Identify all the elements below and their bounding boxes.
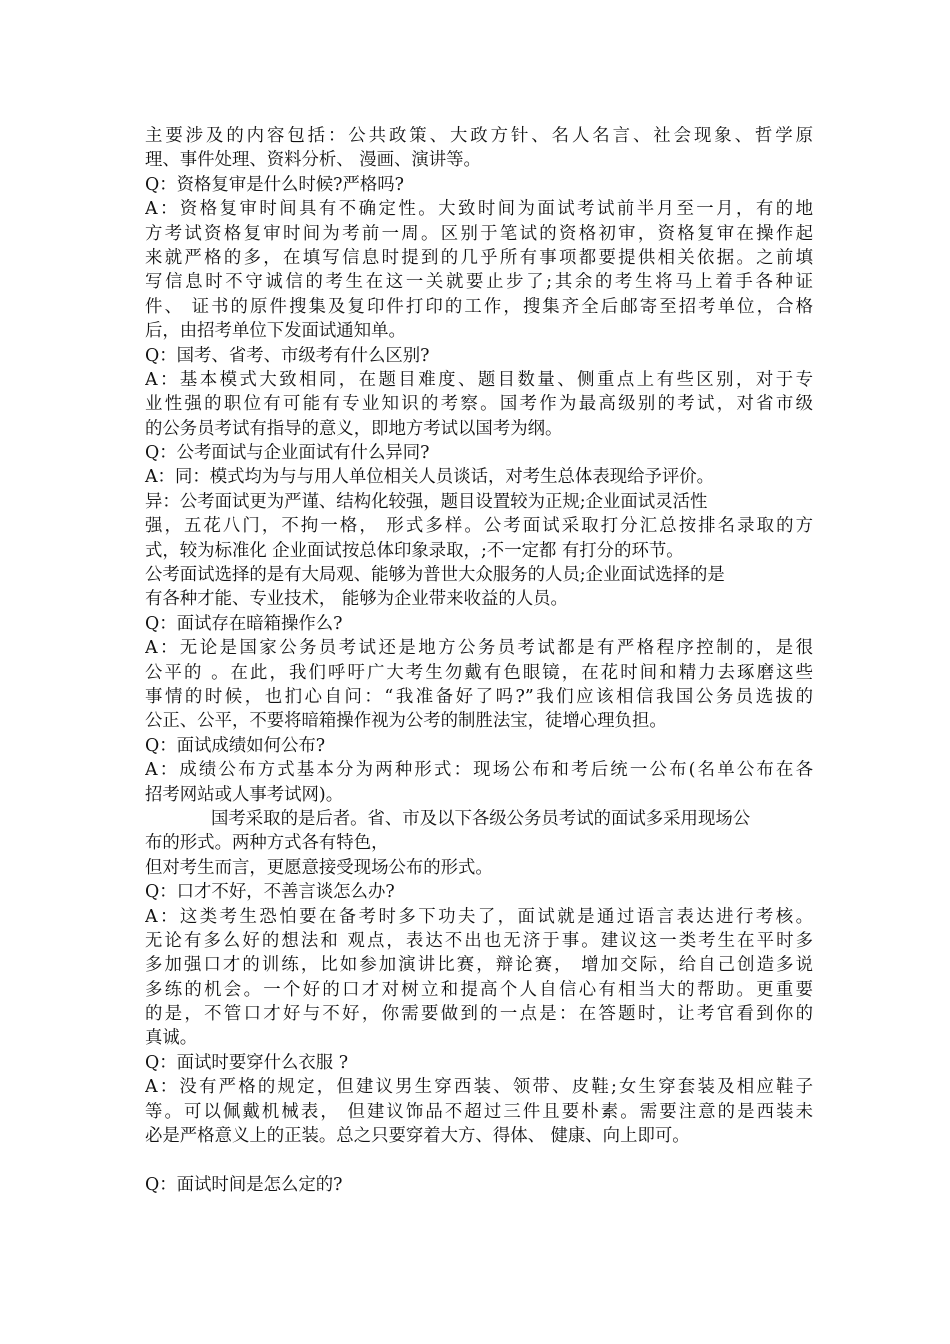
text-line: 多加强口才的训练，比如参加演讲比赛，辩论赛， 增加交际，给自己创造多说 xyxy=(145,955,813,976)
text-line: Q：面试时要穿什么衣服 ? xyxy=(145,1052,349,1073)
text-line: 国考采取的是后者。省、市及以下各级公务员考试的面试多采用现场公 xyxy=(211,808,751,829)
text-line: 必是严格意义上的正装。总之只要穿着大方、得体、 健康、向上即可。 xyxy=(145,1126,690,1147)
text-line: 布的形式。两种方式各有特色， xyxy=(145,833,389,854)
text-line: 理、事件处理、资料分析、 漫画、演讲等。 xyxy=(145,150,481,171)
text-line: Q：资格复审是什么时候?严格吗? xyxy=(145,174,404,195)
text-line: 强，五花八门，不拘一格， 形式多样。公考面试采取打分汇总按排名录取的方 xyxy=(145,516,813,537)
text-line: A：这类考生恐怕要在备考时多下功夫了，面试就是通过语言表达进行考核。 xyxy=(145,906,813,927)
text-line: 的是，不管口才好与不好，你需要做到的一点是：在答题时，让考官看到你的 xyxy=(145,1004,813,1025)
text-line: Q：面试存在暗箱操作么? xyxy=(145,613,343,634)
text-line: Q：面试成绩如何公布? xyxy=(145,735,326,756)
text-line: 主要涉及的内容包括：公共政策、大政方针、名人名言、社会现象、哲学原 xyxy=(145,126,813,146)
text-line: 无论有多么好的想法和 观点，表达不出也无济于事。建议这一类考生在平时多 xyxy=(145,930,813,951)
text-line: Q：口才不好，不善言谈怎么办? xyxy=(145,882,395,903)
text-line: 业性强的职位有可能有专业知识的考察。国考作为最高级别的考试，对省市级 xyxy=(145,394,813,415)
text-line: A：资格复审时间具有不确定性。大致时间为面试考试前半月至一月，有的地 xyxy=(145,199,813,220)
text-line: 公平的 。在此，我们呼吁广大考生勿戴有色眼镜，在花时间和精力去琢磨这些 xyxy=(145,662,813,683)
document-body xyxy=(145,124,813,1197)
blank-line xyxy=(145,1148,813,1172)
text-line: 公考面试选择的是有大局观、能够为普世大众服务的人员;企业面试选择的是 xyxy=(145,565,725,586)
text-line: Q：面试时间是怎么定的? xyxy=(145,1174,343,1195)
text-line: 异：公考面试更为严谨、结构化较强，题目设置较为正规;企业面试灵活性 xyxy=(145,491,708,512)
text-line: A：没有严格的规定，但建议男生穿西装、领带、皮鞋;女生穿套装及相应鞋子 xyxy=(145,1077,813,1098)
text-line: 真诚。 xyxy=(145,1028,198,1049)
text-line: 写信息时不守诚信的考生在这一关就要止步了;其余的考生将马上着手各种证 xyxy=(145,272,813,293)
text-line: 来就严格的多，在填写信息时提到的几乎所有事项都要提供相关依据。之前填 xyxy=(145,247,813,268)
text-line: A：成绩公布方式基本分为两种形式：现场公布和考后统一公布(名单公布在各 xyxy=(145,760,813,781)
text-line: A：无论是国家公务员考试还是地方公务员考试都是有严格程序控制的，是很 xyxy=(145,638,813,659)
text-line: 式，较为标准化 企业面试按总体印象录取，;不一定都 有打分的环节。 xyxy=(145,540,684,561)
text-line: 招考网站或人事考试网)。 xyxy=(145,784,344,805)
text-line: Q：公考面试与企业面试有什么异同? xyxy=(145,443,430,464)
text-line: 但对考生而言，更愿意接受现场公布的形式。 xyxy=(145,857,493,878)
text-line: A：同：模式均为与与用人单位相关人员谈话，对考生总体表现给予评价。 xyxy=(145,467,715,488)
text-line: 多练的机会。一个好的口才对树立和提高个人自信心有相当大的帮助。更重要 xyxy=(145,979,813,1000)
text-line: A：基本模式大致相同，在题目难度、题目数量、侧重点上有些区别，对于专 xyxy=(145,369,813,390)
text-line: 方考试资格复审时间为考前一周。区别于笔试的资格初审，资格复审在操作起 xyxy=(145,223,813,244)
text-line: 有各种才能、专业技术， 能够为企业带来收益的人员。 xyxy=(145,589,568,610)
text-line: 等。可以佩戴机械表， 但建议饰品不超过三件且要朴素。需要注意的是西装未 xyxy=(145,1101,813,1122)
text-line: 公正、公平，不要将暗箱操作视为公考的制胜法宝，徒增心理负担。 xyxy=(145,711,667,732)
text-line: 件、 证书的原件搜集及复印件打印的工作，搜集齐全后邮寄至招考单位，合格 xyxy=(145,296,813,317)
text-line: 的公务员考试有指导的意义，即地方考试以国考为纲。 xyxy=(145,418,563,439)
text-line: 后，由招考单位下发面试通知单。 xyxy=(145,321,406,342)
text-line: Q：国考、省考、市级考有什么区别? xyxy=(145,345,430,366)
text-line: 事情的时候，也扪心自问：“我准备好了吗?”我们应该相信我国公务员选拔的 xyxy=(145,686,813,707)
